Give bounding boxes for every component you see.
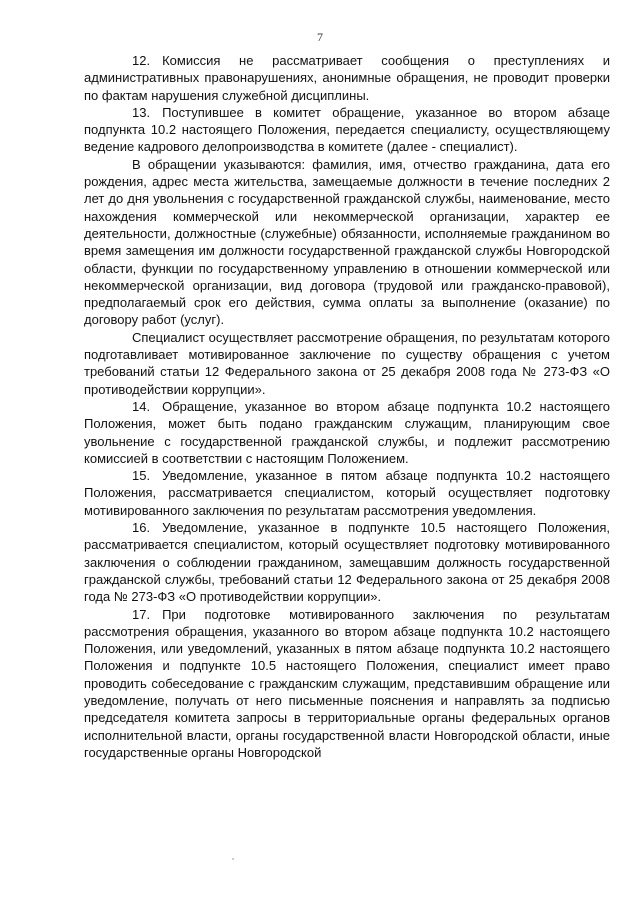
scan-artifact xyxy=(232,858,234,860)
paragraph-text: При подготовке мотивированного заключения по результатам рассмотрения обращения, указанного во втором абзаце подпункта 10.2 настоящего Положения, или уведомлений, указанных в пятом абзаце подпункта 10.2 настоящего Положения и подпункте 10.5 настоящего Положения, специалист имеет право проводить собеседование с гражданским служащим, представившим обращение или уведомление, получать от него письменные пояснения и направлять за подписью председателя комитета запросы в территориальные органы федеральных органов исполнительной власти, органы государственной власти Новгородской области, иные государственные органы Новгородской xyxy=(84,606,610,760)
paragraph-number: 16. xyxy=(132,520,151,536)
paragraph-text: Уведомление, указанное в подпункте 10.5 настоящего Положения, рассматривается специалистом, который осуществляет подготовку мотивированного заключения о соблюдении гражданином, замещавшим должность государственной гражданской службы, требований статьи 12 Федерального закона от 25 декабря 2008 года № 273-ФЗ «О противодействии коррупции». xyxy=(84,520,610,605)
paragraph-text: Специалист осуществляет рассмотрение обращения, по результатам которого подготавливает мотивированное заключение по существу обращения с учетом требований статьи 12 Федерального закона от 25 декабря 2008 года № 273-ФЗ «О противодействии коррупции». xyxy=(84,329,610,397)
paragraph-text: В обращении указываются: фамилия, имя, отчество гражданина, дата его рождения, адрес места жительства, замещаемые должности в течение последних 2 лет до дня увольнения с государственной гражданской службы, наименование, место нахождения коммерческой или некоммерческой организации, характер ее деятельности, должностные (служебные) обязанности, исполняемые гражданином во время замещения им должности государственной гражданской службы Новгородской области, функции по государственному управлению в отношении коммерческой или некоммерческой организации, вид договора (трудовой или гражданско-правовой), предполагаемый срок его действия, сумма оплаты за выполнение (оказание) по договору работ (услуг). xyxy=(84,156,610,328)
paragraph-text: Поступившее в комитет обращение, указанное во втором абзаце подпункта 10.2 настоящего Положения, передается специалисту, осуществляющему ведение кадрового делопроизводства в комитете (далее - специалист). xyxy=(84,104,610,155)
page-number: 7 xyxy=(317,30,323,44)
paragraph-number: 14. xyxy=(132,398,151,414)
paragraph-number: 12. xyxy=(132,53,151,68)
paragraph-12 xyxy=(84,52,610,104)
paragraph-text: Комиссия не рассматривает сообщения о преступлениях и административных правонарушениях, анонимные обращения, не проводит проверки по фактам нарушения служебной дисциплины. xyxy=(84,53,610,103)
paragraph-number: 13. xyxy=(132,104,151,120)
paragraph-16 xyxy=(84,519,610,605)
paragraph-13 xyxy=(84,104,610,156)
paragraph-14 xyxy=(84,398,610,467)
paragraph-appeal-contents xyxy=(84,156,610,329)
paragraph-number: 17. xyxy=(132,606,151,622)
paragraph-15 xyxy=(84,467,610,519)
paragraph-17 xyxy=(84,606,610,762)
paragraph-text: Уведомление, указанное в пятом абзаце подпункта 10.2 настоящего Положения, рассматривается специалистом, который осуществляет подготовку мотивированного заключения по результатам рассмотрения уведомления. xyxy=(84,468,610,518)
paragraph-specialist-review xyxy=(84,329,610,398)
paragraph-number: 15. xyxy=(132,468,151,484)
document-body xyxy=(84,52,610,761)
paragraph-text: Обращение, указанное во втором абзаце подпункта 10.2 настоящего Положения, может быть подано гражданским служащим, планирующим свое увольнение с государственной гражданской службы, и подлежит рассмотрению комиссией в соответствии с настоящим Положением. xyxy=(84,398,610,466)
